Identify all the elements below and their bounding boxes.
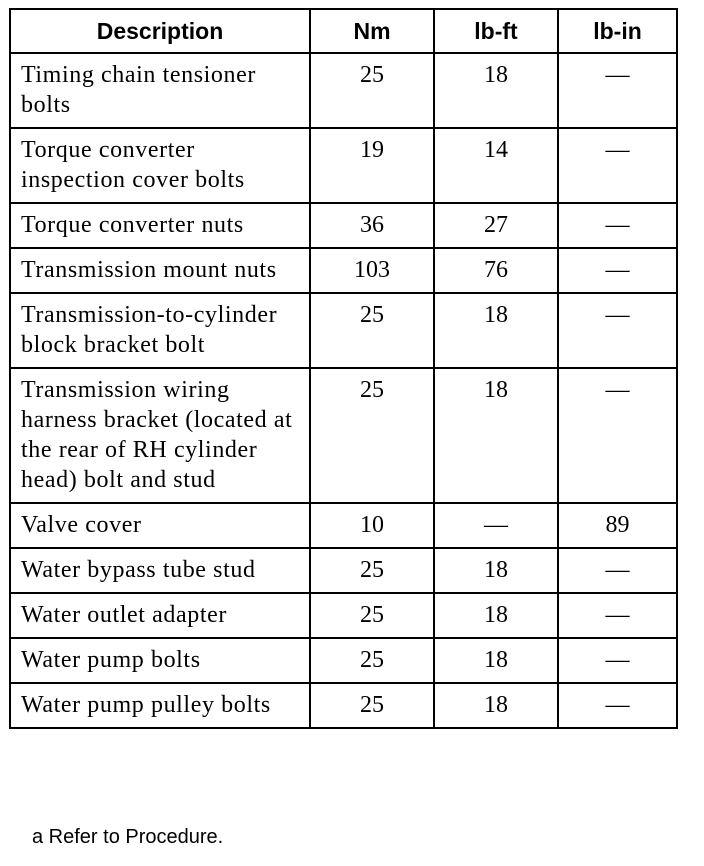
row-nm: 25 [310, 368, 434, 503]
table-row [10, 548, 677, 593]
row-nm: 36 [310, 203, 434, 248]
row-lb-in: — [558, 128, 677, 203]
row-lb-in: — [558, 548, 677, 593]
row-description: Water pump bolts [10, 638, 310, 683]
row-description: Transmission wiring harness bracket (located at the rear of RH cylinder head) bolt and stud [10, 368, 310, 503]
row-lb-ft: — [434, 503, 558, 548]
row-lb-in: — [558, 293, 677, 368]
table-row [10, 503, 677, 548]
row-nm: 25 [310, 293, 434, 368]
table-row [10, 593, 677, 638]
row-lb-in: — [558, 248, 677, 293]
table-row [10, 53, 677, 128]
row-nm: 25 [310, 638, 434, 683]
table-row [10, 683, 677, 728]
row-description: Water pump pulley bolts [10, 683, 310, 728]
table-row [10, 293, 677, 368]
row-lb-in: — [558, 683, 677, 728]
row-lb-ft: 18 [434, 293, 558, 368]
row-lb-ft: 18 [434, 548, 558, 593]
row-description: Transmission mount nuts [10, 248, 310, 293]
row-lb-ft: 18 [434, 368, 558, 503]
torque-spec-table [9, 8, 678, 729]
row-lb-in: — [558, 203, 677, 248]
row-lb-in: — [558, 368, 677, 503]
table-row [10, 128, 677, 203]
table-row [10, 248, 677, 293]
row-nm: 25 [310, 593, 434, 638]
row-lb-in: 89 [558, 503, 677, 548]
header-nm: Nm [310, 9, 434, 53]
row-nm: 19 [310, 128, 434, 203]
table-row [10, 638, 677, 683]
row-description: Water outlet adapter [10, 593, 310, 638]
row-description: Valve cover [10, 503, 310, 548]
row-nm: 25 [310, 548, 434, 593]
row-nm: 25 [310, 53, 434, 128]
header-lb-in: lb-in [558, 9, 677, 53]
footnote: a Refer to Procedure. [32, 826, 224, 848]
table-header-row [10, 9, 677, 53]
row-lb-ft: 18 [434, 53, 558, 128]
table-row [10, 368, 677, 503]
row-lb-ft: 27 [434, 203, 558, 248]
row-lb-in: — [558, 53, 677, 128]
row-description: Water bypass tube stud [10, 548, 310, 593]
row-description: Timing chain tensioner bolts [10, 53, 310, 128]
table-row [10, 203, 677, 248]
row-nm: 103 [310, 248, 434, 293]
row-lb-ft: 18 [434, 593, 558, 638]
row-nm: 25 [310, 683, 434, 728]
row-description: Torque converter inspection cover bolts [10, 128, 310, 203]
row-lb-ft: 14 [434, 128, 558, 203]
row-description: Transmission-to-cylinder block bracket bolt [10, 293, 310, 368]
header-lb-ft: lb-ft [434, 9, 558, 53]
row-nm: 10 [310, 503, 434, 548]
row-lb-in: — [558, 593, 677, 638]
row-description: Torque converter nuts [10, 203, 310, 248]
row-lb-ft: 18 [434, 683, 558, 728]
header-description: Description [10, 9, 310, 53]
row-lb-ft: 18 [434, 638, 558, 683]
row-lb-in: — [558, 638, 677, 683]
row-lb-ft: 76 [434, 248, 558, 293]
